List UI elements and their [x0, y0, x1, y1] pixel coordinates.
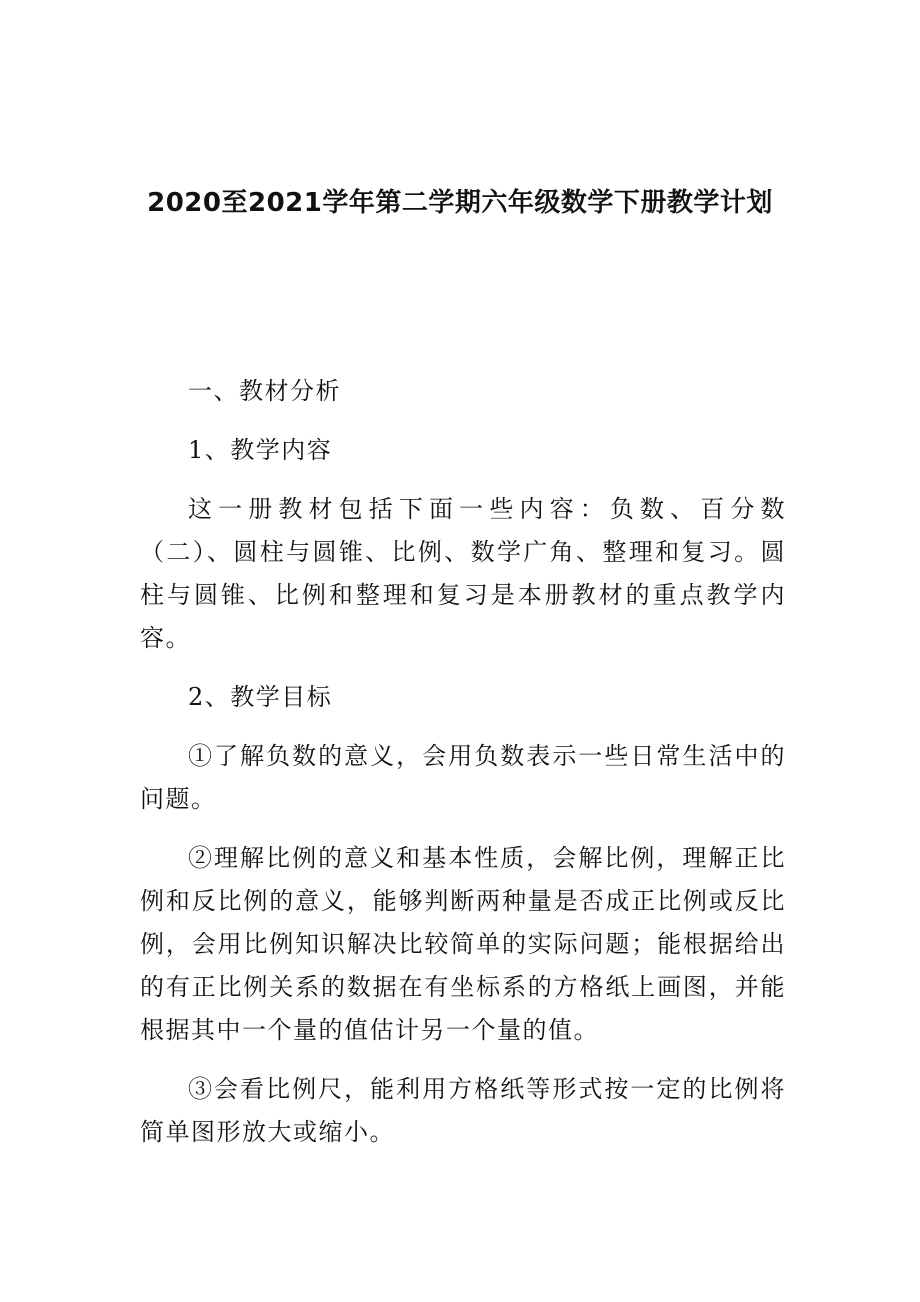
paragraph-teaching-content: 这一册教材包括下面一些内容：负数、百分数（二）、圆柱与圆锥、比例、数学广角、整理和复习。圆柱与圆锥、比例和整理和复习是本册教材的重点教学内容。: [140, 495, 786, 652]
document-body: [140, 370, 786, 1170]
subsection-heading-teaching-goals: 2、教学目标: [188, 683, 333, 711]
subsection-heading-teaching-content: 1、教学内容: [188, 436, 333, 464]
section-heading-textbook-analysis: 一、教材分析: [188, 377, 341, 405]
paragraph-goal-2: ②理解比例的意义和基本性质，会解比例，理解正比例和反比例的意义，能够判断两种量是否成正比例或反比例，会用比例知识解决比较简单的实际问题；能根据给出的有正比例关系的数据在有坐标系的方格纸上画图，并能根据其中一个量的值估计另一个量的值。: [140, 844, 786, 1044]
paragraph-goal-3: ③会看比例尺，能利用方格纸等形式按一定的比例将简单图形放大或缩小。: [140, 1075, 786, 1146]
document-title: 2020至2021学年第二学期六年级数学下册教学计划: [147, 188, 773, 218]
paragraph-goal-1: ①了解负数的意义，会用负数表示一些日常生活中的问题。: [140, 742, 786, 813]
